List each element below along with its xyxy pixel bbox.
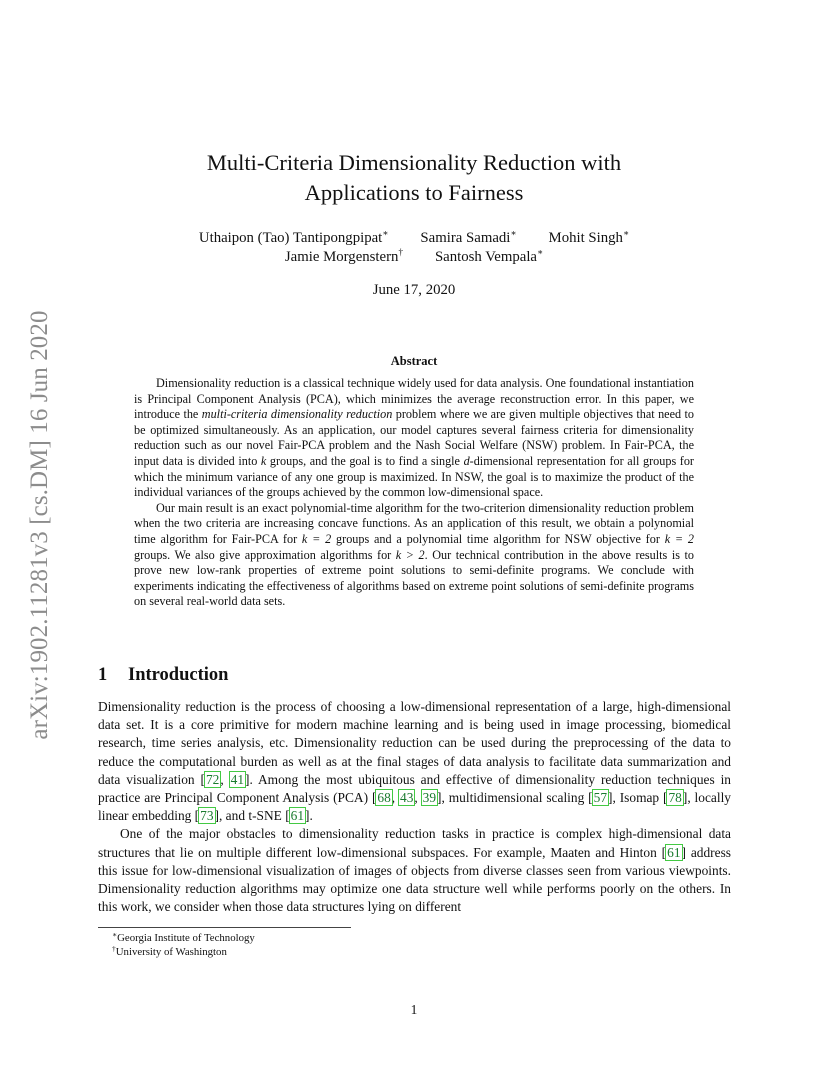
citation-link[interactable]: 39 [422, 790, 437, 806]
arxiv-identifier-stamp: arXiv:1902.11281v3 [cs.DM] 16 Jun 2020 [26, 310, 53, 740]
section-heading-introduction: 1 Introduction [98, 665, 229, 685]
title-line-2: Applications to Fairness [304, 180, 524, 205]
body-paragraph: Dimensionality reduction is the process of choosing a low-dimensional representation of a large, high-dimensional data set. It is a core primitive for modern machine learning and is being used in image processing, biomedical research, time series analysis, etc. Dimensionality reduction can be used during the preprocessing of the data to reduce the computational burden as well as at the final stages of data analysis to facilitate data summarization and data visualization [72, 41]. Among the most ubiquitous and effective of dimensionality reduction techniques in practice are Principal Component Analysis (PCA) [68, 43, 39], multidimensional scaling [57], Isomap [78], locally linear embedding [73], and t-SNE [61]. [98, 699, 731, 824]
body-paragraph: One of the major obstacles to dimensionality reduction tasks in practice is complex high-dimensional data structures that lie on multiple different low-dimensional subspaces. For example, Maaten and Hinton [61] address this issue for low-dimensional visualization of images of objects from diverse classes seen from various viewpoints. Dimensionality reduction algorithms may optimize one data structure well while performs poorly on the others. In this work, we consider when those data structures lying on different [98, 826, 732, 915]
author-list [0, 229, 828, 267]
footnote-divider [98, 927, 351, 928]
footnote: †University of Washington [112, 944, 227, 958]
author: Uthaipon (Tao) Tantipongpipat∗ [198, 228, 389, 246]
citation-link[interactable]: 43 [400, 790, 414, 806]
citation-link[interactable]: 68 [377, 790, 391, 806]
abstract-body [134, 376, 694, 610]
citation-link[interactable]: 41 [230, 771, 245, 787]
abstract-paragraph: Our main result is an exact polynomial-time algorithm for the two-criterion dimensionality reduction problem when the two criteria are increasing concave functions. As an application of this result, we obtain a polynomial time algorithm for Fair-PCA for k = 2 groups and a polynomial time algorithm for NSW objective for k = 2 groups. We also give approximation algorithms for k > 2. Our technical contribution in the above results is to prove new low-rank properties of extreme point solutions to semi-definite programs. We conclude with experiments indicating the effectiveness of algorithms based on extreme point solutions of semi-definite programs on several real-world data sets. [134, 500, 695, 609]
footnote: ∗Georgia Institute of Technology [112, 930, 255, 944]
author: Jamie Morgenstern† [284, 247, 403, 265]
citation-link[interactable]: 61 [667, 844, 681, 860]
abstract-heading: Abstract [390, 354, 438, 368]
footnotes [112, 931, 255, 959]
author-row-1 [0, 229, 828, 248]
author-row-2 [0, 248, 828, 267]
citation-link[interactable]: 72 [205, 771, 220, 787]
page-number: 1 [410, 1002, 418, 1017]
citation-link[interactable]: 73 [200, 808, 214, 824]
author: Samira Samadi∗ [420, 228, 517, 246]
author: Santosh Vempala∗ [434, 247, 544, 265]
citation-link[interactable]: 57 [593, 790, 608, 806]
introduction-body [98, 698, 731, 916]
citation-link[interactable]: 78 [668, 790, 682, 806]
author: Mohit Singh∗ [548, 228, 630, 246]
paper-title [0, 148, 828, 208]
abstract-paragraph: Dimensionality reduction is a classical technique widely used for data analysis. One foundational instantiation is Principal Component Analysis (PCA), which minimizes the average reconstruction error. In this paper, we introduce the multi-criteria dimensionality reduction problem where we are given multiple objectives that need to be optimized simultaneously. As an application, our model captures several fairness criteria for dimensionality reduction such as our novel Fair-PCA problem and the Nash Social Welfare (NSW) problem. In Fair-PCA, the input data is divided into k groups, and the goal is to find a single d-dimensional representation for all groups for which the minimum variance of any one group is maximized. In NSW, the goal is to maximize the product of the individual variances of the groups achieved by the common low-dimensional space. [134, 376, 694, 500]
citation-link[interactable]: 61 [290, 808, 305, 824]
publication-date: June 17, 2020 [372, 282, 456, 298]
title-line-1: Multi-Criteria Dimensionality Reduction with [206, 150, 622, 175]
